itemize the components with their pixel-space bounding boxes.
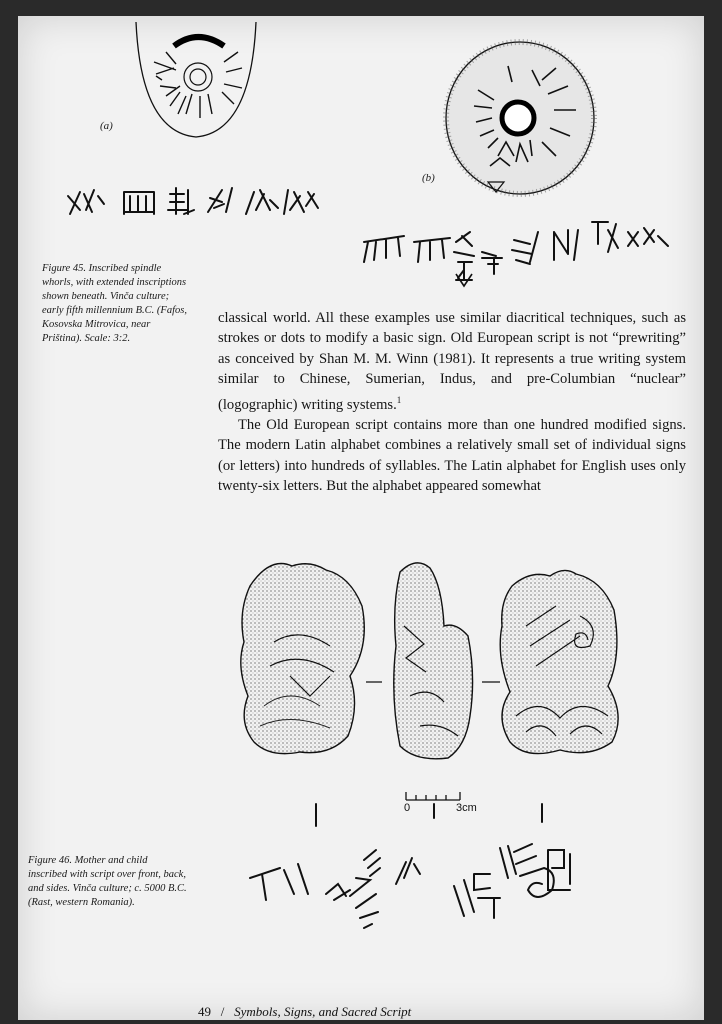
paragraph-1-text: classical world. All these examples use similar diacritical techniques, such as strokes or dots to modify a basic sign. Old European script is not “prewriting” as conceived by Shan M. M. Winn (1981). It represents a true writing system similar to Chinese, Sumerian, Indus, and pre-Columbian “nuclear” (logographic) writing systems.	[218, 310, 686, 413]
figure-45-caption: Figure 45. Inscribed spindle whorls, with extended inscriptions shown beneath. Vinča culture; early fifth millennium B.C. (Fafos, Kosovska Mitrovica, near Priština). Scale: 3:2.	[42, 263, 187, 344]
footer-separator: /	[220, 1004, 225, 1019]
scale-label-zero: 0	[404, 802, 411, 814]
inscription-b-signs	[358, 212, 678, 292]
book-page	[18, 16, 704, 1020]
figure-45-label-b: (b)	[422, 172, 435, 184]
paragraph-1	[218, 308, 686, 415]
inscription-a-signs	[64, 182, 344, 222]
figure-46-caption: Figure 46. Mother and child inscribed with script over front, back, and sides. Vinča culture; c. 5000 B.C. (Rast, western Romania).	[28, 855, 187, 908]
footnote-marker: 1	[396, 394, 402, 405]
scale-label-max: 3cm	[456, 802, 477, 814]
spindle-whorl-b-drawing	[438, 36, 603, 206]
page-number: 49	[198, 1004, 211, 1019]
page-footer	[198, 1004, 411, 1020]
paragraph-2: The Old European script contains more than one hundred modified signs. The modern Latin alphabet combines a relatively small set of individual signs (or letters) into hundreds of syllables. The Latin alphabet for English uses only twenty-six letters. But the alphabet appeared somewhat	[218, 416, 686, 495]
spindle-whorl-a-drawing	[126, 22, 266, 142]
figurine-drawings	[230, 546, 640, 796]
running-title: Symbols, Signs, and Sacred Script	[234, 1004, 412, 1019]
body-text	[218, 308, 686, 497]
figure-45-label-a: (a)	[100, 120, 113, 132]
figurine-inscription-signs	[238, 800, 588, 950]
